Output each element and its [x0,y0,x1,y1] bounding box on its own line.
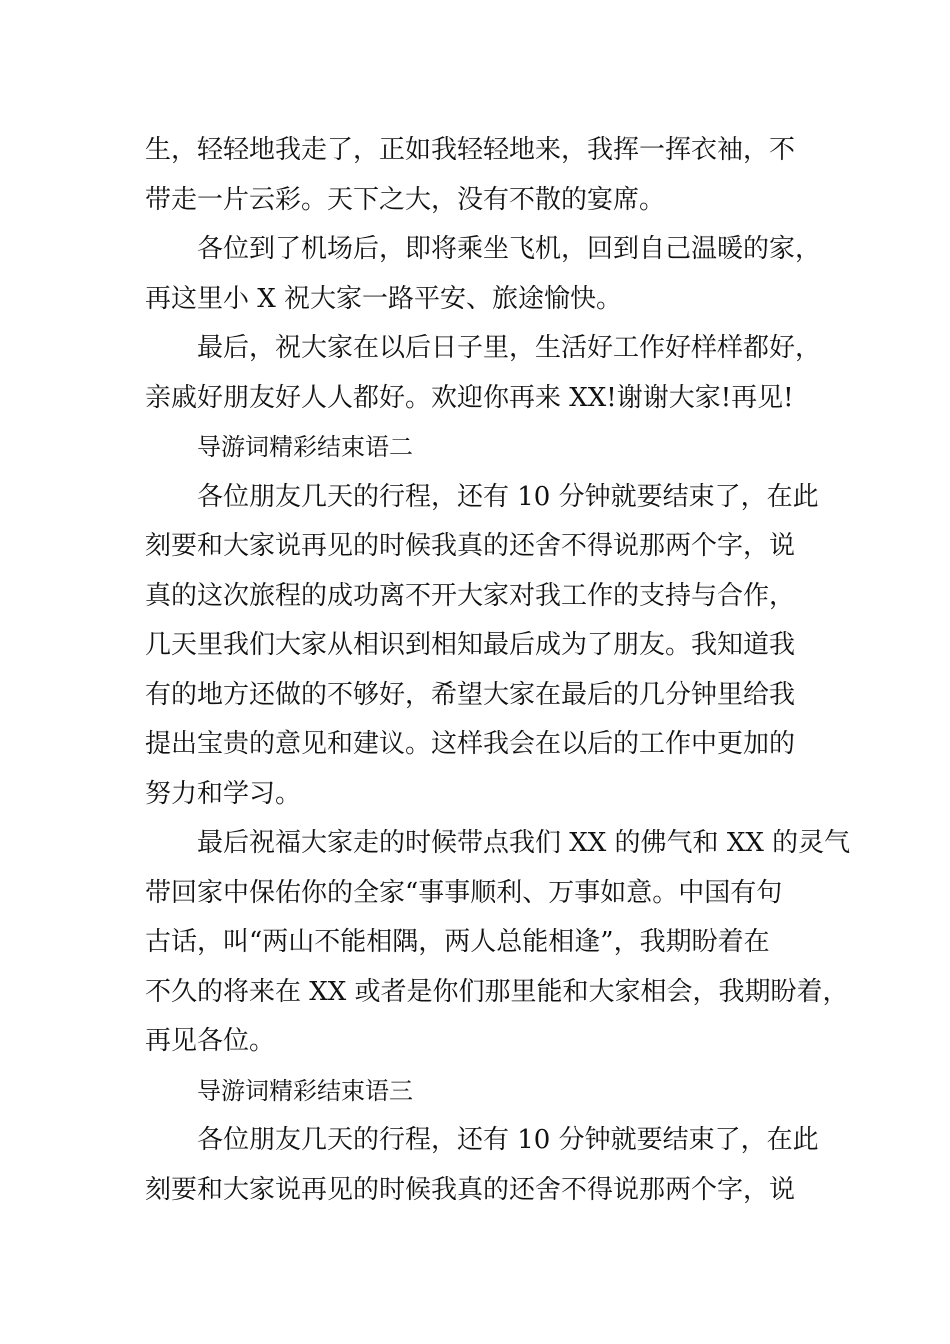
text-line: 刻要和大家说再见的时候我真的还舍不得说那两个字，说 [145,531,796,561]
text-line: 古话，叫“两山不能相隅，两人总能相逢”，我期盼着在 [145,927,770,957]
text-line: 真的这次旅程的成功离不开大家对我工作的支持与合作， [145,580,796,611]
text-line: 生，轻轻地我走了，正如我轻轻地来，我挥一挥衣袖，不 [145,135,796,165]
text-line: 带走一片云彩。天下之大，没有不散的宴席。 [145,184,666,215]
text-line: 各位朋友几天的行程，还有 10 分钟就要结束了，在此 [197,1125,819,1155]
text-line: 各位到了机场后，即将乘坐飞机，回到自己温暖的家， [197,234,822,264]
text-line: 带回家中保佑你的全家“事事顺利、万事如意。中国有句 [145,877,783,908]
section-heading: 导游词精彩结束语二 [197,433,413,461]
text-line: 刻要和大家说再见的时候我真的还舍不得说那两个字，说 [145,1174,796,1205]
text-line: 最后祝福大家走的时候带点我们 XX 的佛气和 XX 的灵气 [197,828,851,858]
text-line: 提出宝贵的意见和建议。这样我会在以后的工作中更加的 [145,729,796,759]
text-line: 努力和学习。 [145,778,302,809]
document-body [145,126,851,1215]
section-heading: 导游词精彩结束语三 [197,1076,413,1105]
text-line: 各位朋友几天的行程，还有 10 分钟就要结束了，在此 [197,481,819,512]
text-line: 有的地方还做的不够好，希望大家在最后的几分钟里给我 [145,679,796,710]
text-line: 再这里小 X 祝大家一路平安、旅途愉快。 [145,283,623,314]
text-line: 几天里我们大家从相识到相知最后成为了朋友。我知道我 [145,630,796,660]
text-line: 最后，祝大家在以后日子里，生活好工作好样样都好， [197,333,822,363]
text-line: 再见各位。 [145,1026,276,1056]
text-line: 不久的将来在 XX 或者是你们那里能和大家相会，我期盼着， [145,976,849,1007]
text-line: 亲戚好朋友好人人都好。欢迎你再来 XX!谢谢大家!再见! [145,382,794,413]
